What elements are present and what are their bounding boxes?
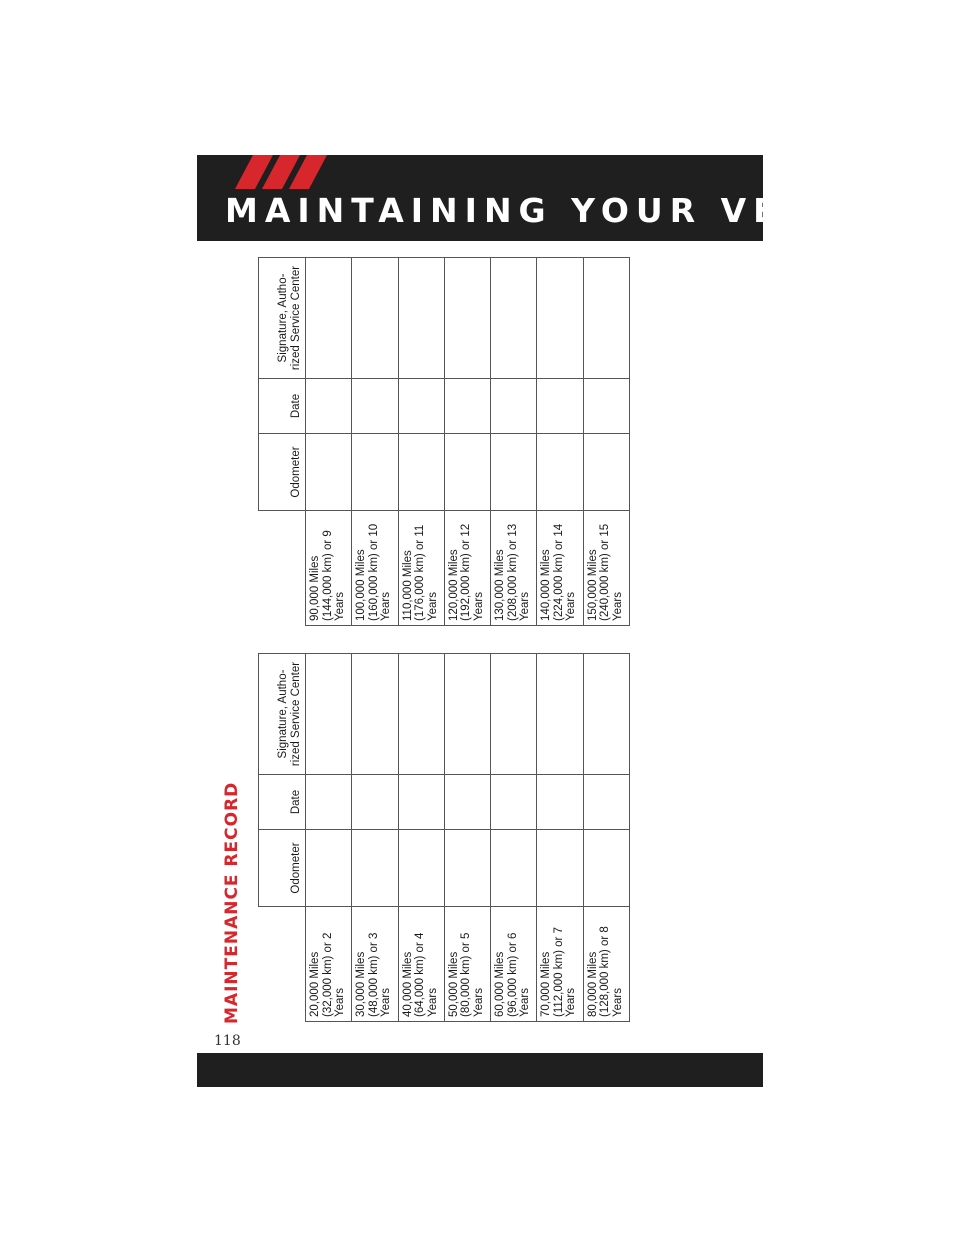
date-cell[interactable] xyxy=(583,775,629,830)
interval-cell: 30,000 Miles (48,000 km) or 3 Years xyxy=(352,907,398,1022)
odometer-header: Odometer xyxy=(259,830,306,907)
signature-cell[interactable] xyxy=(583,258,629,379)
odometer-header: Odometer xyxy=(259,434,306,511)
date-cell[interactable] xyxy=(306,379,352,434)
interval-cell: 110,000 Miles (176,000 km) or 11 Years xyxy=(398,511,444,626)
odometer-cell[interactable] xyxy=(352,434,398,511)
date-cell[interactable] xyxy=(306,775,352,830)
interval-cell: 90,000 Miles (144,000 km) or 9 Years xyxy=(306,511,352,626)
signature-cell[interactable] xyxy=(352,258,398,379)
interval-cell: 150,000 Miles (240,000 km) or 15 Years xyxy=(583,511,629,626)
signature-header: Signature, Autho-rized Service Center xyxy=(259,258,306,379)
interval-cell: 70,000 Miles (112,000 km) or 7 Years xyxy=(537,907,583,1022)
signature-cell[interactable] xyxy=(491,654,537,775)
signature-cell[interactable] xyxy=(306,654,352,775)
date-cell[interactable] xyxy=(352,379,398,434)
interval-cell: 40,000 Miles (64,000 km) or 4 Years xyxy=(398,907,444,1022)
odometer-cell[interactable] xyxy=(537,830,583,907)
signature-cell[interactable] xyxy=(398,258,444,379)
date-cell[interactable] xyxy=(491,379,537,434)
odometer-cell[interactable] xyxy=(398,434,444,511)
interval-cell: 120,000 Miles (192,000 km) or 12 Years xyxy=(444,511,490,626)
brand-stripes-icon xyxy=(235,155,345,189)
section-title: MAINTENANCE RECORD xyxy=(222,781,242,1024)
page-number: 118 xyxy=(214,1033,241,1049)
table-row xyxy=(352,654,398,1022)
date-cell[interactable] xyxy=(491,775,537,830)
interval-cell: 50,000 Miles (80,000 km) or 5 Years xyxy=(444,907,490,1022)
date-cell[interactable] xyxy=(398,775,444,830)
chapter-header xyxy=(197,155,926,241)
table-row xyxy=(352,258,398,626)
table-row xyxy=(398,258,444,626)
date-cell[interactable] xyxy=(537,775,583,830)
table-row xyxy=(491,258,537,626)
signature-cell[interactable] xyxy=(306,258,352,379)
odometer-cell[interactable] xyxy=(583,434,629,511)
odometer-cell[interactable] xyxy=(352,830,398,907)
table-row xyxy=(583,258,629,626)
maintenance-table-upper xyxy=(258,257,630,626)
interval-cell: 100,000 Miles (160,000 km) or 10 Years xyxy=(352,511,398,626)
odometer-cell[interactable] xyxy=(491,830,537,907)
signature-cell[interactable] xyxy=(537,654,583,775)
odometer-cell[interactable] xyxy=(537,434,583,511)
table-row xyxy=(537,654,583,1022)
table-row xyxy=(583,654,629,1022)
signature-cell[interactable] xyxy=(352,654,398,775)
signature-cell[interactable] xyxy=(444,258,490,379)
odometer-cell[interactable] xyxy=(444,434,490,511)
interval-cell: 20,000 Miles (32,000 km) or 2 Years xyxy=(306,907,352,1022)
date-cell[interactable] xyxy=(583,379,629,434)
table-row xyxy=(537,258,583,626)
signature-cell[interactable] xyxy=(398,654,444,775)
date-header: Date xyxy=(259,775,306,830)
odometer-cell[interactable] xyxy=(444,830,490,907)
signature-cell[interactable] xyxy=(583,654,629,775)
odometer-cell[interactable] xyxy=(398,830,444,907)
interval-header xyxy=(259,511,306,626)
signature-cell[interactable] xyxy=(537,258,583,379)
interval-cell: 130,000 Miles (208,000 km) or 13 Years xyxy=(491,511,537,626)
interval-cell: 80,000 Miles (128,000 km) or 8 Years xyxy=(583,907,629,1022)
odometer-cell[interactable] xyxy=(491,434,537,511)
date-cell[interactable] xyxy=(444,379,490,434)
date-cell[interactable] xyxy=(352,775,398,830)
table-row xyxy=(306,654,352,1022)
signature-header: Signature, Autho-rized Service Center xyxy=(259,654,306,775)
date-header: Date xyxy=(259,379,306,434)
date-cell[interactable] xyxy=(537,379,583,434)
table-row xyxy=(398,654,444,1022)
interval-cell: 140,000 Miles (224,000 km) or 14 Years xyxy=(537,511,583,626)
odometer-cell[interactable] xyxy=(583,830,629,907)
chapter-title: MAINTAINING YOUR VEHICLE xyxy=(225,191,926,230)
table-row xyxy=(444,258,490,626)
odometer-cell[interactable] xyxy=(306,830,352,907)
odometer-cell[interactable] xyxy=(306,434,352,511)
date-cell[interactable] xyxy=(444,775,490,830)
table-row xyxy=(444,654,490,1022)
footer-band xyxy=(197,1053,763,1087)
maintenance-table-lower xyxy=(258,653,630,1022)
signature-cell[interactable] xyxy=(444,654,490,775)
interval-cell: 60,000 Miles (96,000 km) or 6 Years xyxy=(491,907,537,1022)
table-row xyxy=(491,654,537,1022)
interval-header xyxy=(259,907,306,1022)
signature-cell[interactable] xyxy=(491,258,537,379)
date-cell[interactable] xyxy=(398,379,444,434)
table-row xyxy=(306,258,352,626)
